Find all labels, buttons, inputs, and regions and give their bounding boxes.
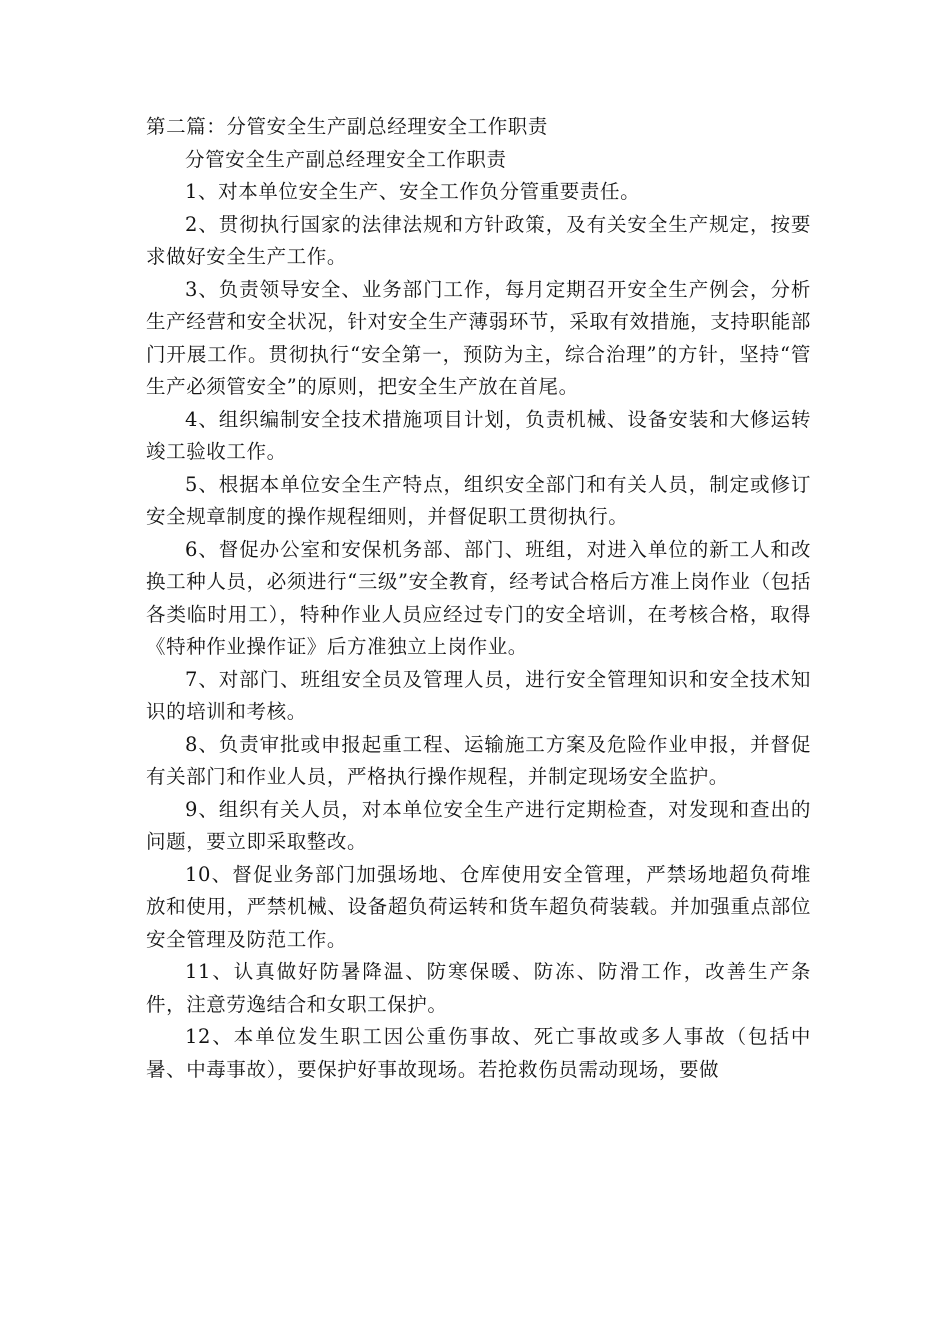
paragraph-3: 3、负责领导安全、业务部门工作，每月定期召开安全生产例会，分析生产经营和安全状况，针对安全生产薄弱环节，采取有效措施，支持职能部门开展工作。贯彻执行“安全第一，预防为主，综合治理”的方针，坚持“管生产必须管安全”的原则，把安全生产放在首尾。: [146, 277, 811, 398]
paragraph-1: 1、对本单位安全生产、安全工作负分管重要责任。: [185, 180, 641, 203]
document-title: 第二篇：分管安全生产副总经理安全工作职责: [146, 115, 549, 138]
paragraph-11: 11、认真做好防暑降温、防寒保暖、防冻、防滑工作，改善生产条件，注意劳逸结合和女职工保护。: [146, 960, 811, 1016]
paragraph-2: 2、贯彻执行国家的法律法规和方针政策，及有关安全生产规定，按要求做好安全生产工作。: [146, 212, 811, 268]
paragraph-6: 6、督促办公室和安保机务部、部门、班组，对进入单位的新工人和改换工种人员，必须进行“三级”安全教育，经考试合格后方准上岗作业（包括各类临时用工），特种作业人员应经过专门的安全培训，在考核合格，取得《特种作业操作证》后方准独立上岗作业。: [146, 537, 811, 658]
paragraph-8: 8、负责审批或申报起重工程、运输施工方案及危险作业申报，并督促有关部门和作业人员，严格执行操作规程，并制定现场安全监护。: [146, 732, 811, 788]
paragraph-9: 9、组织有关人员，对本单位安全生产进行定期检查，对发现和查出的问题，要立即采取整改。: [146, 797, 811, 853]
paragraph-5: 5、根据本单位安全生产特点，组织安全部门和有关人员，制定或修订安全规章制度的操作规程细则，并督促职工贯彻执行。: [146, 472, 811, 528]
document-body: [146, 111, 811, 1086]
paragraph-7: 7、对部门、班组安全员及管理人员，进行安全管理知识和安全技术知识的培训和考核。: [146, 667, 811, 723]
paragraph-10: 10、督促业务部门加强场地、仓库使用安全管理，严禁场地超负荷堆放和使用，严禁机械、设备超负荷运转和货车超负荷装载。并加强重点部位安全管理及防范工作。: [146, 862, 811, 951]
document-subtitle: 分管安全生产副总经理安全工作职责: [185, 147, 507, 171]
paragraph-4: 4、组织编制安全技术措施项目计划，负责机械、设备安装和大修运转竣工验收工作。: [146, 407, 811, 463]
paragraph-12: 12、本单位发生职工因公重伤事故、死亡事故或多人事故（包括中暑、中毒事故），要保护好事故现场。若抢救伤员需动现场，要做: [146, 1025, 811, 1081]
